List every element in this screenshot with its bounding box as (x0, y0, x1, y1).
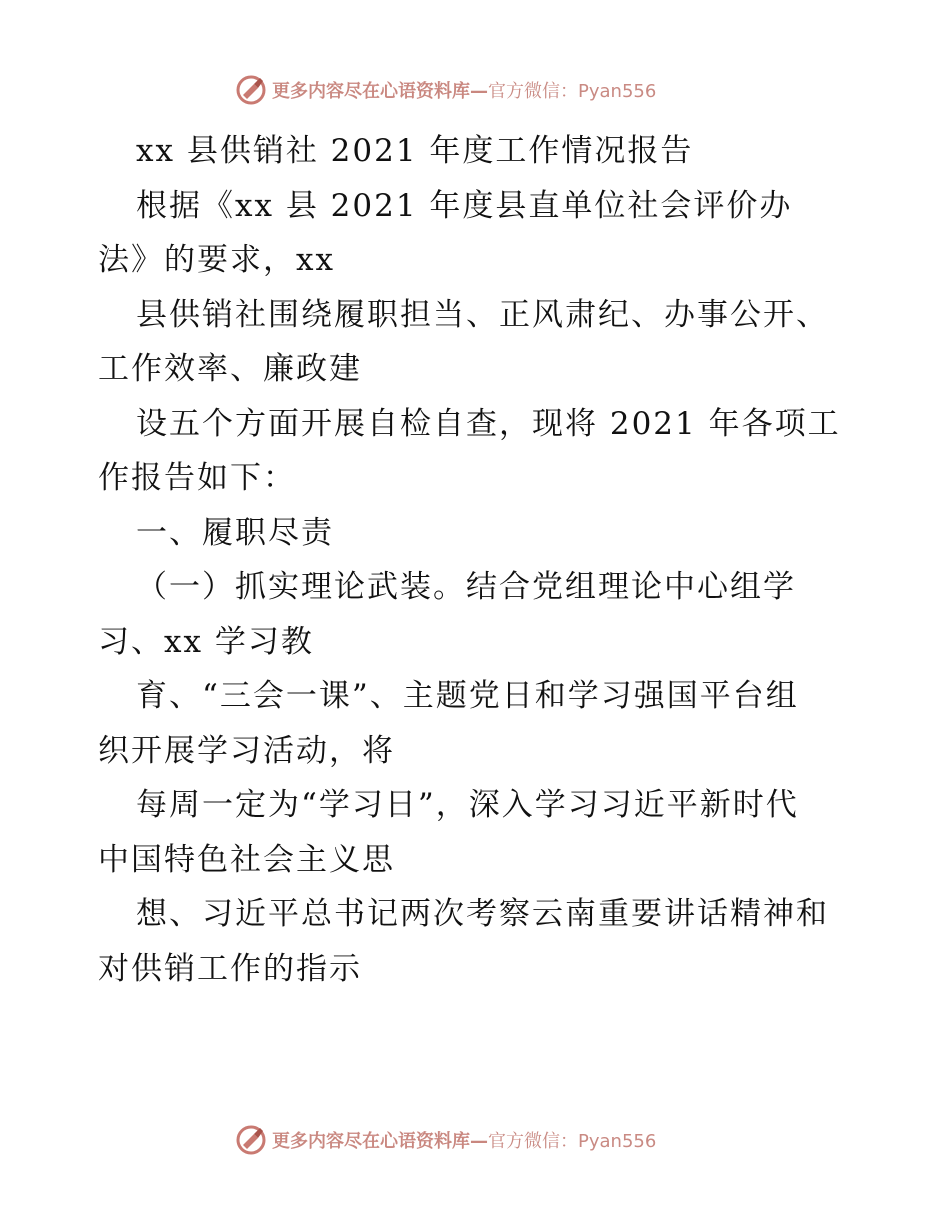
logo-icon (234, 73, 268, 107)
document-body (98, 124, 858, 996)
watermark-banner-bottom (234, 1122, 754, 1158)
watermark-wechat: 官方微信：Pyan556 (488, 1131, 657, 1152)
watermark-banner-top (234, 72, 754, 108)
watermark-main: 更多内容尽在心语资料库— (272, 1131, 488, 1152)
document-title: xx 县供销社 2021 年度工作情况报告 (136, 133, 694, 169)
text-line: 每周一定为“学习日”，深入学习习近平新时代 (136, 787, 799, 823)
text-line: 对供销工作的指示 (98, 950, 362, 987)
watermark-main: 更多内容尽在心语资料库— (272, 81, 488, 102)
watermark-wechat: 官方微信：Pyan556 (488, 81, 657, 102)
section-heading: 一、履职尽责 (136, 514, 334, 551)
text-line: 织开展学习活动，将 (98, 732, 395, 769)
text-line: 习、xx 学习教 (98, 623, 314, 660)
text-line: （一）抓实理论武装。结合党组理论中心组学 (136, 569, 796, 605)
logo-icon (234, 1123, 268, 1157)
text-line: 设五个方面开展自检自查，现将 2021 年各项工 (136, 405, 841, 442)
text-line: 工作效率、廉政建 (98, 351, 362, 387)
text-line: 中国特色社会主义思 (98, 841, 395, 878)
watermark-text (272, 77, 656, 103)
text-line: 想、习近平总书记两次考察云南重要讲话精神和 (136, 896, 829, 932)
text-line: 根据《xx 县 2021 年度县直单位社会评价办 (136, 187, 793, 224)
text-line: 法》的要求，xx (98, 242, 335, 278)
text-line: 育、“三会一课”、主题党日和学习强国平台组 (136, 678, 799, 714)
watermark-text (272, 1127, 656, 1153)
text-line: 县供销社围绕履职担当、正风肃纪、办事公开、 (136, 296, 829, 333)
text-line: 作报告如下： (98, 460, 296, 496)
